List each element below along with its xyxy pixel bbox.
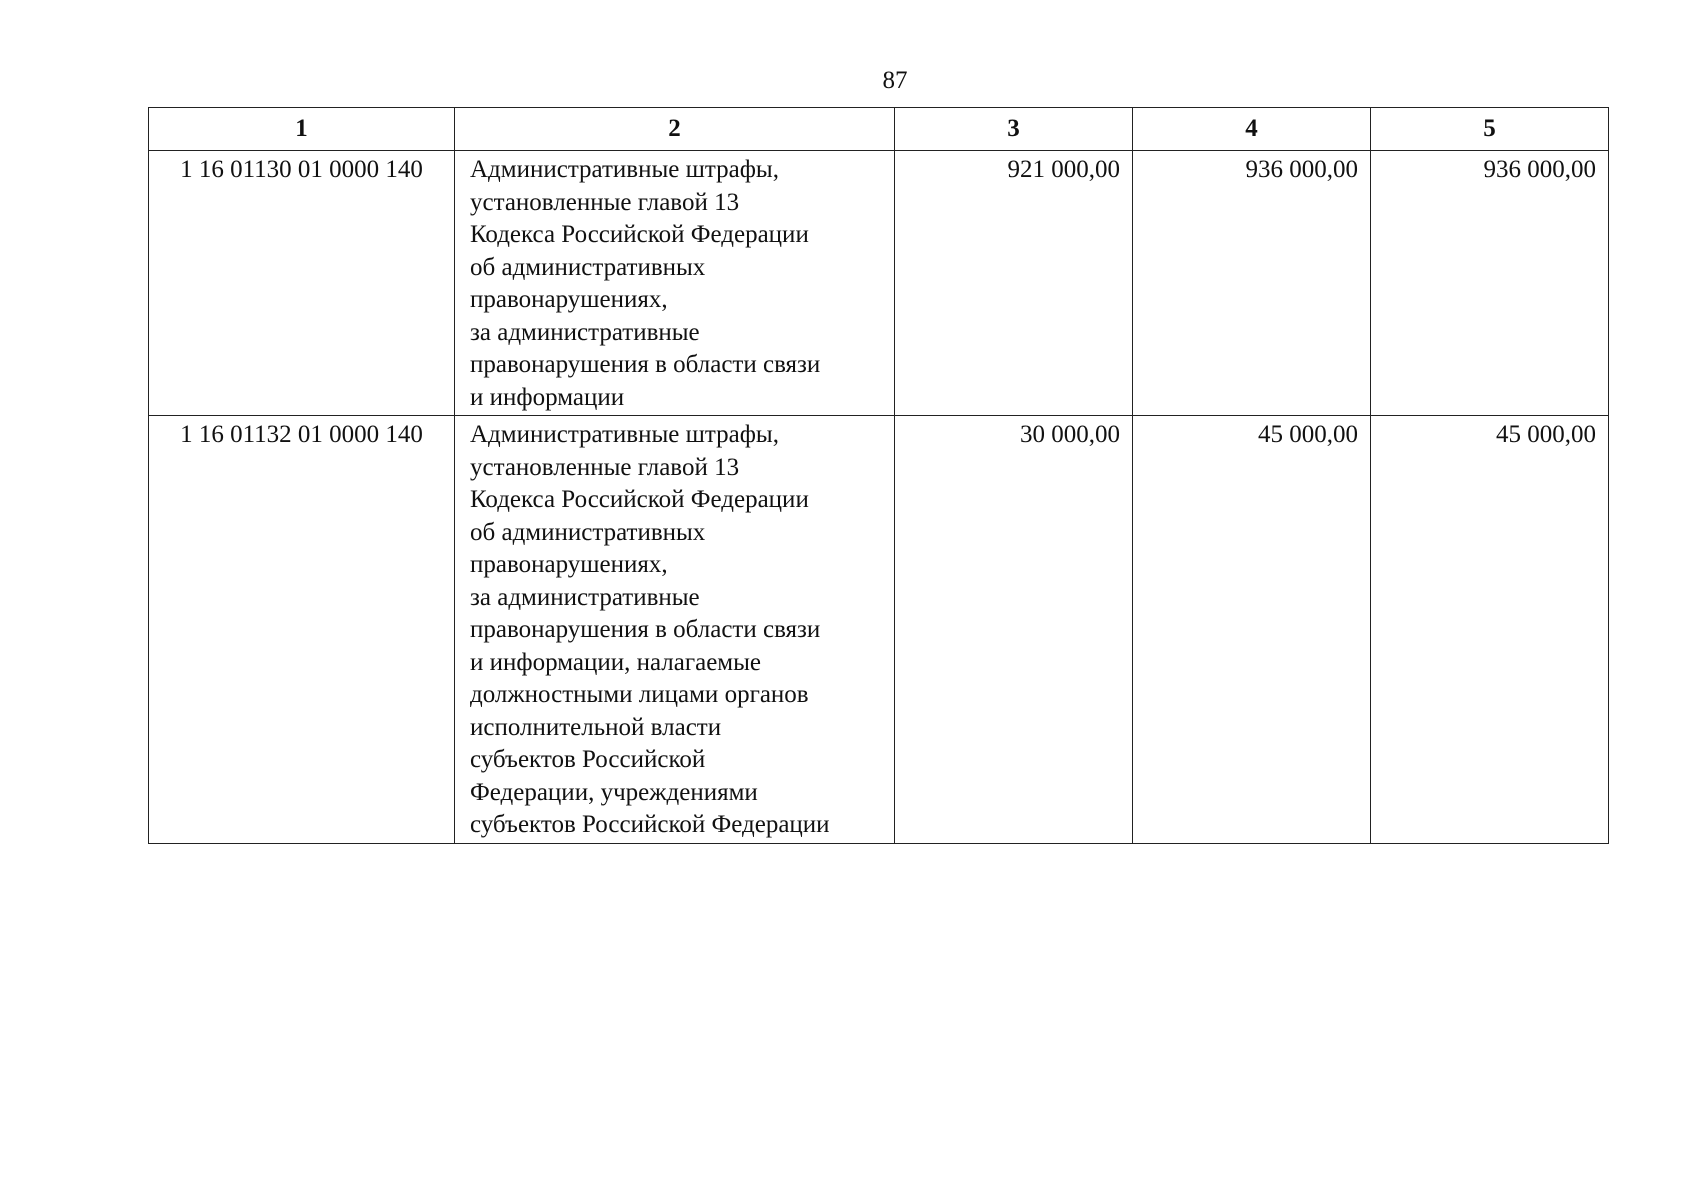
column-header-1: 1 <box>149 108 455 151</box>
page-number: 87 <box>882 67 908 94</box>
column-header-3: 3 <box>895 108 1133 151</box>
description-line: за административные <box>470 583 700 611</box>
budget-table <box>148 107 1609 844</box>
description-line: субъектов Российской Федерации <box>470 811 830 838</box>
description-line: и информации <box>470 383 625 411</box>
column-header-5: 5 <box>1371 108 1609 151</box>
description-line: исполнительной власти <box>470 713 722 741</box>
description-line: за административные <box>470 318 700 346</box>
header-row <box>149 108 1609 151</box>
description-line: установленные главой 13 <box>470 188 740 216</box>
revenue-code: 1 16 01130 01 0000 140 <box>149 151 455 416</box>
description-line: должностными лицами органов <box>470 681 809 708</box>
description-line: об административных <box>470 253 706 281</box>
amount-column-3: 30 000,00 <box>895 416 1133 844</box>
description-line: правонарушения в области связи <box>470 351 821 378</box>
amount-column-5: 936 000,00 <box>1371 151 1609 416</box>
description-line: правонарушениях, <box>470 286 668 313</box>
amount-column-5: 45 000,00 <box>1371 416 1609 844</box>
column-header-2: 2 <box>455 108 895 151</box>
description-line: Кодекса Российской Федерации <box>470 221 809 248</box>
description-line: Административные штрафы, <box>470 156 779 183</box>
revenue-description <box>455 416 895 844</box>
column-header-4: 4 <box>1133 108 1371 151</box>
description-line: Кодекса Российской Федерации <box>470 486 809 513</box>
amount-column-4: 936 000,00 <box>1133 151 1371 416</box>
table-row <box>149 416 1609 844</box>
description-line: об административных <box>470 518 706 546</box>
description-line: Федерации, учреждениями <box>470 778 758 806</box>
description-line: правонарушения в области связи <box>470 616 821 643</box>
table-row <box>149 151 1609 416</box>
description-line: субъектов Российской <box>470 746 706 773</box>
description-line: Административные штрафы, <box>470 421 779 448</box>
revenue-code: 1 16 01132 01 0000 140 <box>149 416 455 844</box>
revenue-description <box>455 151 895 416</box>
description-line: и информации, налагаемые <box>470 648 762 676</box>
amount-column-4: 45 000,00 <box>1133 416 1371 844</box>
table-body <box>149 151 1609 844</box>
amount-column-3: 921 000,00 <box>895 151 1133 416</box>
table-header <box>149 108 1609 151</box>
description-line: установленные главой 13 <box>470 453 740 481</box>
description-line: правонарушениях, <box>470 551 668 578</box>
